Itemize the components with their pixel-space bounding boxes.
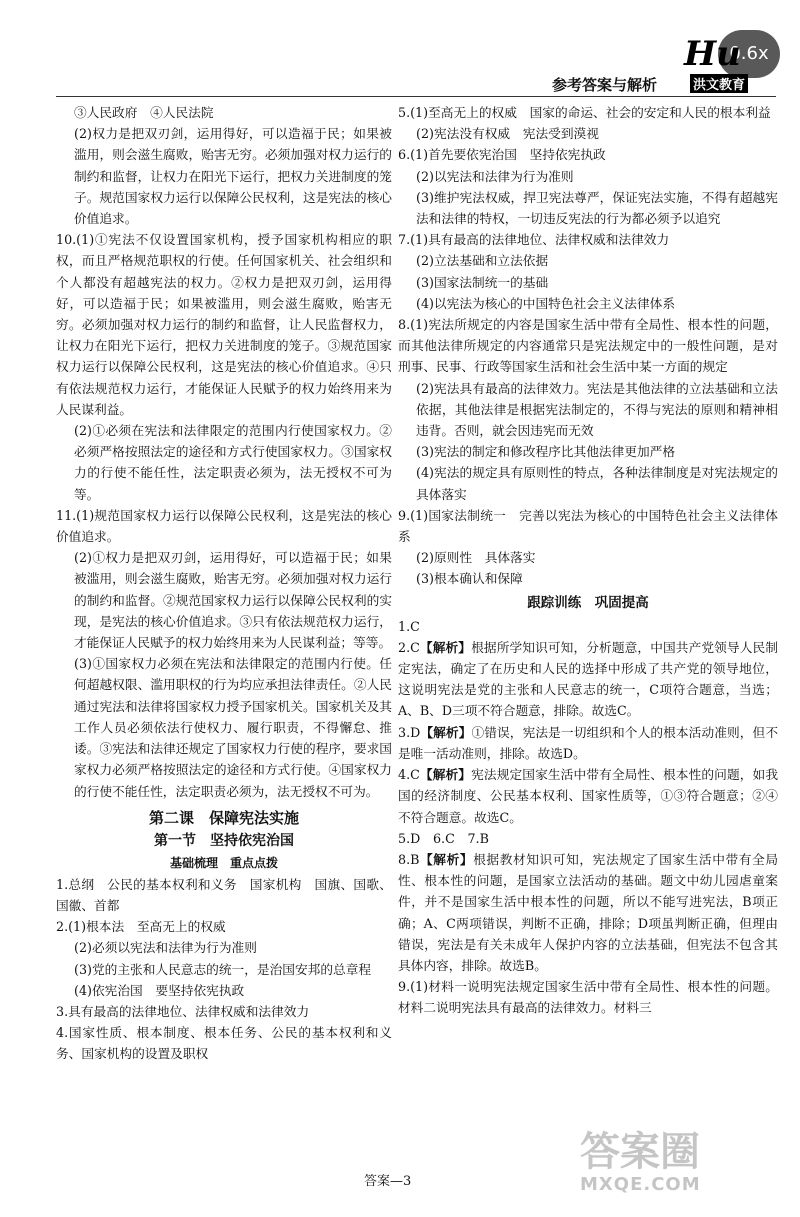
answer-text: 材料一说明宪法规定国家生活中带有全局性、根本性的问题。材料二说明宪法具有最高的法律效力。材料三: [398, 979, 778, 1016]
analysis-tag: 【解析】: [420, 724, 472, 740]
site-watermark: [580, 1130, 780, 1210]
answer-paragraph: (3)维护宪法权威，捍卫宪法尊严，保证宪法实施，不得有超越宪法和法律的特权，一切违反宪法的行为都必须予以追究: [416, 189, 778, 227]
answer-paragraph: (2)以宪法和法律为行为准则: [416, 168, 574, 184]
answer-item: [398, 637, 778, 722]
answer-paragraph: 11.(1)规范国家权力运行以保障公民权利，这是宪法的核心价值追求。: [56, 507, 392, 545]
answer-paragraph: (3)根本确认和保障: [416, 571, 523, 587]
answer-paragraph: 2.(1)根本法 至高无上的权威: [56, 919, 226, 935]
answer-paragraph: 9.(1)国家法制统一 完善以宪法为核心的中国特色社会主义法律体系: [398, 507, 778, 545]
answer-paragraph: (2)必须以宪法和法律为行为准则: [74, 940, 257, 956]
logo-text: 洪文教育: [690, 74, 748, 93]
answer-paragraph: (2)权力是把双刃剑，运用得好，可以造福于民；如果被滥用，则会滋生腐败，贻害无穷。必须加强对权力运行的制约和监督，让权力在阳光下运行，把权力关进制度的笼子。规范国家权力运行以保障公民权利，这是宪法的核心价值追求。: [74, 126, 392, 227]
section-title: 第一节 坚持依宪治国: [154, 832, 294, 849]
answer-paragraph: (3)党的主张和人民意志的统一，是治国安邦的总章程: [74, 961, 372, 977]
answer-item: [398, 764, 778, 828]
playback-speed-badge[interactable]: 0.6x: [718, 30, 780, 78]
answer-paragraph: (3)宪法的制定和修改程序比其他法律更加严格: [416, 444, 676, 460]
analysis-tag: 【解析】: [419, 851, 474, 867]
answer-item: [398, 976, 778, 1018]
answer-paragraph: (2)①必须在宪法和法律限定的范围内行使国家权力。②必须严格按照法定的途径和方式行使国家权力。③国家权力的行使不能任性，法定职责必须为，法无授权不可为等。: [74, 423, 392, 502]
answer-number: 3.D: [398, 724, 421, 740]
answer-paragraph: 1.总纲 公民的基本权利和义务 国家机构 国旗、国歌、国徽、首都: [56, 876, 392, 913]
answer-number: 2.C: [398, 639, 420, 655]
left-column: [56, 102, 392, 1065]
answer-paragraph: (3)国家法制统一的基础: [416, 274, 549, 290]
answer-paragraph: (2)原则性 具体落实: [416, 550, 536, 566]
answer-paragraph: (2)宪法具有最高的法律效力。宪法是其他法律的立法基础和立法依据，其他法律是根据宪法制定的，不得与宪法的原则和精神相违背。否则，就会因违宪而无效: [416, 380, 778, 439]
watermark-logo: 答案圈: [580, 1129, 700, 1175]
answer-number: 5.D 6.C 7.B: [398, 830, 489, 846]
analysis-tag: 【解析】: [419, 767, 472, 783]
answer-text: 根据所学知识可知，分析题意，中国共产党领导人民制定宪法，确定了在历史和人民的选择中形成了共产党的领导地位，这说明宪法是党的主张和人民意志的统一，C项符合题意，当选；A、B、D三项不符合题意，排除。故选C。: [398, 639, 779, 719]
right-column: [398, 102, 778, 1019]
answer-item: [398, 828, 778, 849]
answer-paragraph: ③人民政府 ④人民法院: [74, 105, 214, 120]
answer-number: 4.C: [398, 767, 420, 783]
answer-paragraph: 5.(1)至高无上的权威 国家的命运、社会的安定和人民的根本利益: [398, 105, 771, 120]
answer-text: 根据教材知识可知，宪法规定了国家生活中带有全局性、根本性的问题，是国家立法活动的基础。题文中幼儿园虐童案件，并不是国家生活中根本性的问题，所以不能写进宪法，B项正确；A、C两项错误，判断不正确，排除；D项虽判断正确，但理由错误，宪法是有关未成年人保护内容的立法基础，但宪法不包含其具体内容，排除。故选B。: [398, 851, 779, 973]
answer-item: [398, 722, 778, 764]
answer-paragraph: (2)宪法没有权威 宪法受到漠视: [416, 126, 599, 142]
answer-paragraph: (4)宪法的规定具有原则性的特点，各种法律制度是对宪法规定的具体落实: [416, 465, 778, 502]
answer-paragraph: 8.(1)宪法所规定的内容是国家生活中带有全局性、根本性的问题，而其他法律所规定的内容通常只是宪法规定中的一般性问题，是对刑事、民事、行政等国家生活和社会生活中某一方面的规定: [398, 317, 778, 375]
publisher-logo: [680, 34, 776, 96]
subsection-title: 基础梳理 重点点拨: [169, 855, 278, 870]
page-header-title: 参考答案与解析: [552, 76, 658, 94]
answer-paragraph: 7.(1)具有最高的法律地位、法律权威和法律效力: [398, 232, 670, 248]
answer-number: 1.C: [398, 618, 420, 634]
answer-text: ①错误，宪法是一切组织和个人的根本活动准则，但不是唯一活动准则，排除。故选D。: [398, 724, 779, 761]
header-divider: [56, 96, 776, 97]
answer-paragraph: 3.具有最高的法律地位、法律权威和法律效力: [56, 1003, 310, 1019]
logo-mark: Hu: [684, 34, 741, 74]
lesson-title: 第二课 保障宪法实施: [148, 808, 299, 827]
answer-number: 8.B: [398, 851, 420, 867]
answer-paragraph: 10.(1)①宪法不仅设置国家机构，授予国家机构相应的职权，而且严格规范职权的行使。任何国家机关、社会组织和个人都没有超越宪法的权力。②权力是把双刃剑，运用得好，可以造福于民；如果被滥用，则会滋生腐败，贻害无穷。必须加强对权力运行的制约和监督，让人民监督权力，让权力在阳光下运行，把权力关进制度的笼子。③规范国家权力运行以保障公民权利，这是宪法的核心价值追求。④只有依法规范权力运行，才能保证人民赋予的权力始终用来为人民谋利益。: [56, 232, 392, 417]
answer-paragraph: (4)以宪法为核心的中国特色社会主义法律体系: [416, 295, 676, 311]
answer-item: [398, 616, 778, 637]
answer-paragraph: 4.国家性质、根本制度、根本任务、公民的基本权利和义务、国家机构的设置及职权: [56, 1025, 392, 1062]
analysis-tag: 【解析】: [419, 639, 472, 655]
answer-item: [398, 849, 778, 976]
answer-paragraph: (2)立法基础和立法依据: [416, 253, 549, 269]
answer-text: 宪法规定国家生活中带有全局性、根本性的问题，如我国的经济制度、公民基本权利、国家性质等，①③符合题意；②④不符合题意。故选C。: [398, 767, 779, 825]
answer-paragraph: 6.(1)首先要依宪治国 坚持依宪执政: [398, 147, 606, 163]
answer-paragraph: (4)依宪治国 要坚持依宪执政: [74, 982, 245, 998]
watermark-url: MXQE.COM: [580, 1174, 701, 1195]
answer-number: 9.(1): [398, 979, 429, 995]
page-number: 答案—3: [364, 1174, 412, 1189]
answer-paragraph: (3)①国家权力必须在宪法和法律限定的范围内行使。任何超越权限、滥用职权的行为均应承担法律责任。②人民通过宪法和法律将国家权力授予国家机关。国家机关及其工作人员必须依法行使权力、履行职责，不得懈怠、推诿。③宪法和法律还规定了国家权力行使的程序，要求国家权力必须严格按照法定的途径和方式行使。④国家权力的行使不能任性，法定职责必须为，法无授权不可为。: [74, 656, 392, 799]
practice-section-title: 跟踪训练 巩固提高: [527, 594, 649, 611]
answer-paragraph: (2)①权力是把双刃剑，运用得好，可以造福于民；如果被滥用，则会滋生腐败，贻害无穷。必须加强对权力运行的制约和监督。②规范国家权力运行以保障公民权利的实现，是宪法的核心价值追求。③只有依法规范权力运行，才能保证人民赋予的权力始终用来为人民谋利益；等等。: [74, 550, 392, 651]
